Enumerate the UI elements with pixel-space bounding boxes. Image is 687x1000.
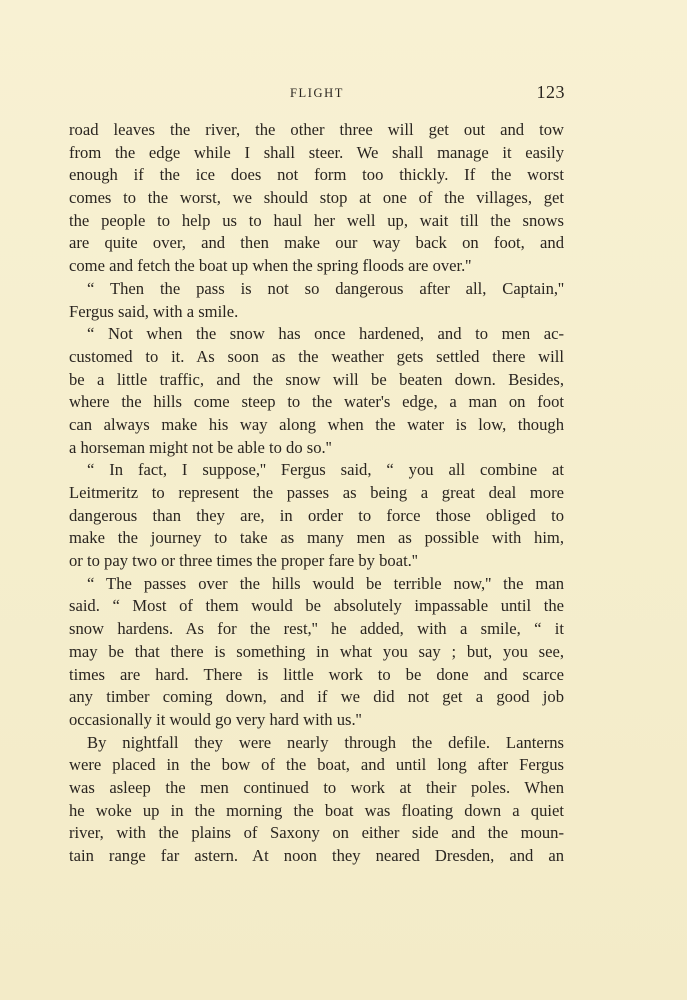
text-line: “ The passes over the hills would be terrible now,'' the man: [87, 573, 564, 593]
text-line: the people to help us to haul her well up, wait till the snows: [69, 210, 564, 230]
text-line: any timber coming down, and if we did not get a good job: [69, 687, 564, 707]
text-line: Fergus said, with a smile.: [69, 301, 239, 321]
text-line: was asleep the men continued to work at their poles. When: [69, 777, 564, 797]
text-line: occasionally it would go very hard with us.'': [69, 709, 362, 729]
text-line: where the hills come steep to the water's edge, a man on foot: [69, 392, 564, 412]
text-line: “ In fact, I suppose,'' Fergus said, “ you all combine at: [87, 460, 564, 480]
text-line: said. “ Most of them would be absolutely impassable until the: [69, 596, 564, 616]
text-line: customed to it. As soon as the weather gets settled there will: [69, 346, 564, 366]
running-title: FLIGHT: [289, 86, 345, 100]
text-line: comes to the worst, we should stop at one of the villages, get: [69, 188, 564, 208]
text-line: “ Not when the snow has once hardened, and to men ac-: [87, 324, 564, 344]
text-line: “ Then the pass is not so dangerous after all, Captain,'': [87, 278, 564, 298]
text-line: times are hard. There is little work to be done and scarce: [69, 664, 564, 684]
text-line: enough if the ice does not form too thickly. If the worst: [69, 165, 564, 185]
text-line: may be that there is something in what you say ; but, you see,: [69, 641, 564, 661]
text-line: By nightfall they were nearly through the defile. Lanterns: [87, 732, 564, 752]
text-line: snow hardens. As for the rest,'' he added, with a smile, “ it: [69, 619, 564, 639]
text-line: from the edge while I shall steer. We shall manage it easily: [69, 142, 564, 162]
text-line: are quite over, and then make our way back on foot, and: [69, 233, 564, 253]
text-line: be a little traffic, and the snow will be beaten down. Besides,: [69, 369, 564, 389]
text-line: road leaves the river, the other three will get out and tow: [69, 120, 564, 139]
text-line: were placed in the bow of the boat, and until long after Fergus: [69, 755, 564, 775]
text-line: come and fetch the boat up when the spring floods are over.'': [69, 256, 472, 276]
text-line: Leitmeritz to represent the passes as being a great deal more: [69, 483, 564, 502]
body-text: [69, 119, 564, 868]
text-line: a horseman might not be able to do so.'': [69, 437, 332, 457]
text-line: make the journey to take as many men as possible with him,: [69, 528, 564, 548]
text-line: or to pay two or three times the proper fare by boat.'': [69, 551, 418, 571]
text-line: he woke up in the morning the boat was floating down a quiet: [69, 800, 564, 820]
running-head: [0, 82, 687, 106]
text-line: dangerous than they are, in order to force those obliged to: [69, 505, 564, 525]
text-line: can always make his way along when the water is low, though: [69, 414, 564, 434]
text-line: tain range far astern. At noon they neared Dresden, and an: [69, 846, 564, 865]
page-number: 123: [536, 82, 565, 102]
text-line: river, with the plains of Saxony on either side and the moun-: [69, 823, 564, 843]
